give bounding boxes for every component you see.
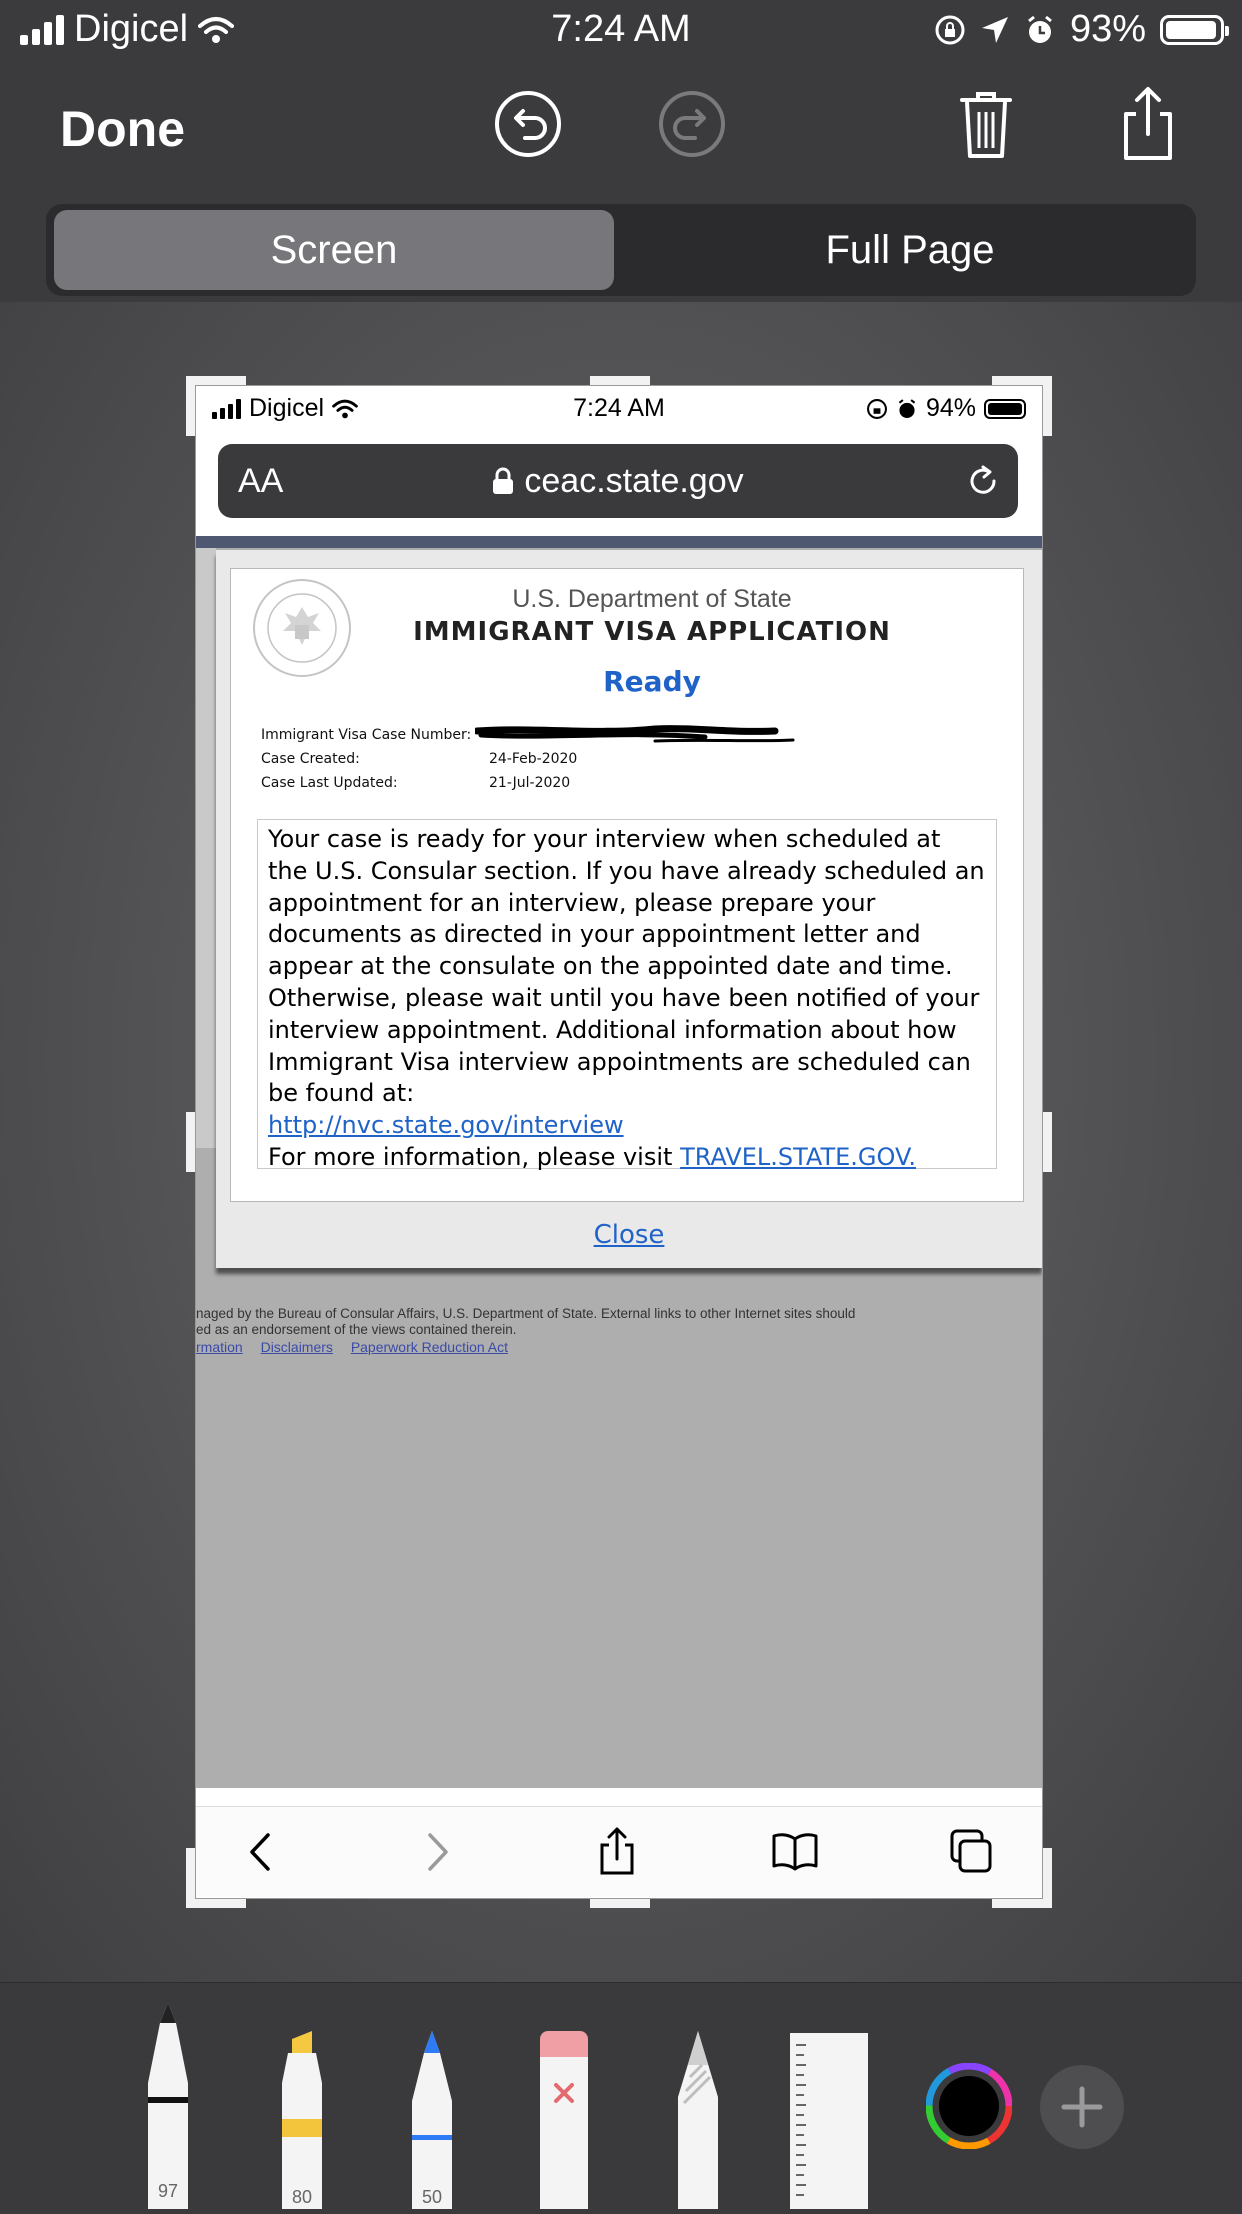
color-wheel-icon xyxy=(926,2063,1012,2149)
reload-icon[interactable] xyxy=(964,462,1002,500)
screenshot-preview xyxy=(196,386,1042,1898)
tab-screen[interactable]: Screen xyxy=(54,210,614,290)
eraser-tool[interactable] xyxy=(538,2031,590,2209)
share-icon[interactable] xyxy=(592,1827,642,1877)
state-department-seal-icon xyxy=(249,575,355,681)
undo-icon[interactable] xyxy=(490,86,566,162)
battery-icon xyxy=(1160,15,1224,45)
case-status: Ready xyxy=(603,665,701,698)
footer-link-paperwork[interactable]: Paperwork Reduction Act xyxy=(350,1339,509,1355)
ruler-icon xyxy=(788,2033,870,2209)
forward-icon[interactable] xyxy=(412,1827,462,1877)
marker-opacity-label: 80 xyxy=(291,2187,313,2207)
alarm-icon xyxy=(1024,14,1056,46)
orientation-lock-icon xyxy=(866,398,888,420)
battery-icon xyxy=(984,399,1026,419)
crop-handle-top-left-v[interactable] xyxy=(186,376,196,436)
crop-handle-bottom-right-v[interactable] xyxy=(1042,1848,1052,1908)
case-updated-label: Case Last Updated: xyxy=(261,775,398,791)
tabs-icon[interactable] xyxy=(946,1827,996,1877)
marker-icon xyxy=(274,2031,330,2209)
eraser-icon xyxy=(538,2031,590,2209)
crop-handle-left-middle[interactable] xyxy=(186,1112,196,1172)
tab-full-page[interactable]: Full Page xyxy=(825,227,995,272)
clock: 7:24 AM xyxy=(573,394,665,422)
location-icon xyxy=(980,15,1010,45)
drawing-tools-palette xyxy=(0,1982,1242,2209)
bookmarks-icon[interactable] xyxy=(770,1827,820,1877)
carrier-label: Digicel xyxy=(249,394,325,422)
travel-state-gov-link[interactable]: TRAVEL.STATE.GOV. xyxy=(680,1142,916,1171)
markup-header xyxy=(0,0,1242,302)
battery-percent: 94% xyxy=(925,394,976,422)
case-updated-value: 21-Jul-2020 xyxy=(489,775,571,791)
plus-icon xyxy=(1040,2065,1124,2149)
pen-icon xyxy=(140,2003,196,2209)
redacted-case-number xyxy=(475,725,795,743)
case-created-value: 24-Feb-2020 xyxy=(489,751,578,767)
case-created-label: Case Created: xyxy=(261,751,360,767)
battery-percent: 93% xyxy=(1069,8,1146,50)
markup-canvas xyxy=(0,302,1242,1982)
done-button[interactable]: Done xyxy=(60,101,185,157)
clock: 7:24 AM xyxy=(551,8,691,50)
pencil-tool[interactable] xyxy=(404,2031,460,2209)
capture-mode-segmented-control xyxy=(46,204,1196,296)
page-footer-text: naged by the Bureau of Consular Affairs, U.S. Department of State. External links to other Internet sites should ed as an endorsement of the views contained therein. xyxy=(196,1306,856,1337)
lock-icon xyxy=(492,467,514,495)
url-text: ceac.state.gov xyxy=(524,462,744,500)
reader-aa-button[interactable]: AA xyxy=(238,462,284,500)
crop-handle-top-right-v[interactable] xyxy=(1042,376,1052,436)
share-icon[interactable] xyxy=(1110,86,1186,162)
color-picker-button[interactable] xyxy=(926,2063,1012,2149)
carrier-label: Digicel xyxy=(74,8,189,50)
application-title: IMMIGRANT VISA APPLICATION xyxy=(413,617,891,647)
trash-icon[interactable] xyxy=(948,86,1024,162)
marker-tool[interactable] xyxy=(274,2031,330,2209)
pen-tool[interactable] xyxy=(140,2003,196,2209)
inner-status-bar xyxy=(196,386,1042,436)
alarm-icon xyxy=(896,398,918,420)
case-created-row xyxy=(261,751,577,767)
add-button[interactable] xyxy=(1040,2065,1124,2149)
case-number-label: Immigrant Visa Case Number: xyxy=(261,727,472,743)
pencil-opacity-label: 50 xyxy=(421,2187,443,2207)
address-bar[interactable] xyxy=(218,444,1018,518)
more-info-text: For more information, please visit xyxy=(268,1142,681,1171)
browser-toolbar xyxy=(196,1806,1042,1897)
footer-link[interactable]: rmation xyxy=(196,1339,243,1355)
status-bar xyxy=(0,0,1242,62)
crop-handle-bottom-left-v[interactable] xyxy=(186,1848,196,1908)
crop-handle-right-middle[interactable] xyxy=(1042,1112,1052,1172)
site-header-strip xyxy=(196,536,1042,548)
ruler-tool[interactable] xyxy=(788,2033,870,2209)
redo-icon[interactable] xyxy=(654,86,730,162)
status-message: Your case is ready for your interview when scheduled at the U.S. Consular section. If you have already scheduled an appointment for an interview, please prepare your documents as directed in your appointment letter and appear at the consulate on the appointed date and time. Otherwise, please wait until you have been notified of your interview appointment. Additional information about how Immigrant Visa interview appointments are scheduled can be found at: xyxy=(268,825,985,1108)
nvc-interview-link[interactable]: http://nvc.state.gov/interview xyxy=(268,1111,624,1140)
case-number-row xyxy=(261,727,489,743)
lasso-icon xyxy=(672,2031,724,2209)
lasso-tool[interactable] xyxy=(672,2031,724,2209)
orientation-lock-icon xyxy=(934,14,966,46)
back-icon[interactable] xyxy=(236,1827,286,1877)
markup-toolbar xyxy=(0,62,1242,192)
site-left-column xyxy=(196,548,216,1148)
page-footer-links xyxy=(196,1339,522,1355)
footer-link-disclaimers[interactable]: Disclaimers xyxy=(260,1339,333,1355)
case-status-panel xyxy=(230,568,1024,1202)
status-message-box xyxy=(257,819,997,1169)
crop-handle-bottom-center[interactable] xyxy=(590,1898,650,1908)
case-status-dialog xyxy=(216,550,1042,1268)
department-title: U.S. Department of State xyxy=(512,585,792,613)
close-link[interactable]: Close xyxy=(593,1220,665,1250)
case-updated-row xyxy=(261,775,570,791)
pencil-icon xyxy=(404,2031,460,2209)
pen-opacity-label: 97 xyxy=(157,2181,179,2201)
crop-handle-top-center[interactable] xyxy=(590,376,650,386)
